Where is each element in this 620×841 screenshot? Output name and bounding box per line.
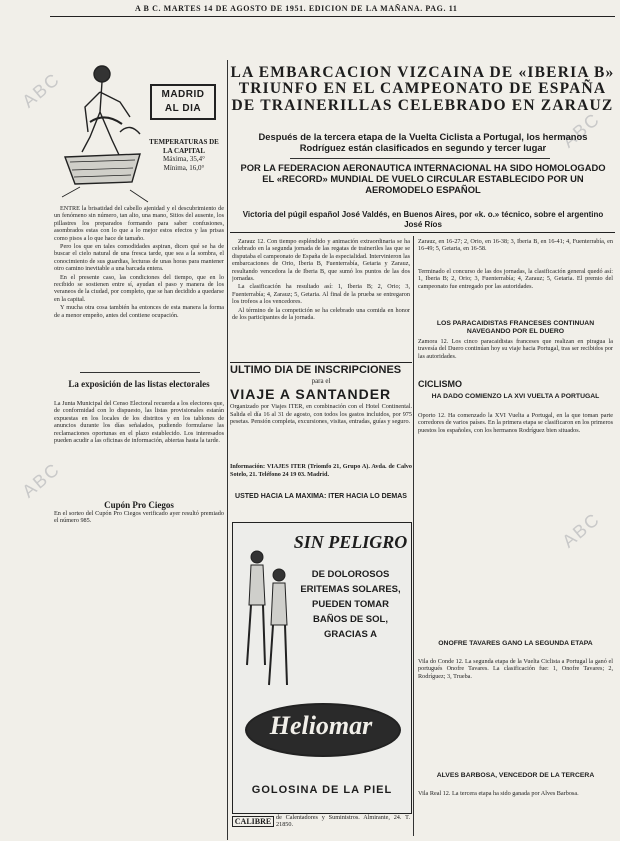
sun-ad-line: DE DOLOROSOS [311,569,390,580]
mid-paragraph: Zarauz 12. Con tiempo espléndido y animación extraordinaria se ha celebrado en la segunda jornada de las regatas de traineriles las que se disputaba el campeonato de España de la especialidad. Intervinieron las embarcaciones de Orio, Iberia B, Fuenterrabía, Getaria y Zarauz, resultando vencedora la de Iberia B, que sumó los puntos de las dos jornadas. [232,238,410,283]
page-header: A B C. MARTES 14 DE AGOSTO DE 1951. EDICION DE LA MAÑANA. PAG. 11 [135,4,458,13]
cycling-headline: Después de la tercera etapa de la Vuelta Ciclista a Portugal, los hermanos Rodríguez están clasificados en segundo y tercer lugar [258,131,588,153]
left-paragraph: Y mucha otra cosa también ha entonces de esta manera la forma de a menor empeño, antes del contiene ocupación. [54,304,224,319]
cupon-body: En el sorteo del Cupón Pro Ciegos verificado ayer resultó premiado el número 985. [54,510,224,525]
trip-ad-footer: USTED HACIA LA MAXIMA: ITER HACIA LO DEMAS [235,493,407,501]
trip-ad-line1: ULTIMO DIA DE INSCRIPCIONES [230,364,402,376]
expo-body: La Junta Municipal del Censo Electoral recuerda a los electores que, de conformidad con lo dispuesto, las listas provisionales estarán expuestas en los locales de los distritos y en los tablones de anuncios durante los días señalados, pudiendo formularse las reclamaciones oportunas en el plazo establecido. Los interesados pueden acudir a las oficinas de información, abiertas hasta la tarde. [54,400,224,445]
column-divider [227,60,228,840]
headline-bottom-rule [230,232,615,233]
paracaidas-title: LOS PARACAIDISTAS FRANCESES CONTINUAN NAVEGANDO POR EL DUERO [436,320,595,335]
headline-rule [290,158,550,159]
trip-ad-contact: Información: VIAJES ITER (Triomfo 21, Grupo A). Avda. de Calvo Sotelo, 21. Teléfono 24 19 03. Madrid. [230,463,412,478]
trip-ad-body: Organizado por Viajes ITER, en combinación con el Hotel Continental. Salida el día 16 al 31 de agosto, con todos los gastos incluidos, por 975 pesetas. Pensión completa, excursiones, visitas, entradas, guías y seguro. [230,403,412,426]
etapa-title: ONOFRE TAVARES GANO LA SEGUNDA ETAPA [438,640,593,647]
madrid-al-dia-box [150,84,216,120]
left-paragraph: En el presente caso, las condiciones del tiempo, que en lo recibido se sostienen entre sí, ayudan el paso y manera de los veraneos de la ciudad, por completo, que se han decidido a quedarse en la capital. [54,273,224,303]
vendor-illustration [60,62,150,212]
abc-watermark: ABC [18,458,65,502]
trip-ad-line2: para el [311,376,331,385]
ad-figures-illustration [237,545,297,705]
abc-watermark: ABC [18,68,65,112]
paracaidas-body: Zamora 12. Los cinco paracaidistas franceses que realizan en piragua la travesía del Duero continúan hoy su viaje hacia Portugal, tras ser recibidos por las autoridades. [418,338,613,360]
sun-ad-brand: Heliomar [269,711,373,740]
left-column-body [54,205,224,370]
barbosa-body: Vila Real 12. La tercera etapa ha sido ganada por Alves Barbosa. [418,790,579,797]
etapa-body: Vila do Conde 12. La segunda etapa de la Vuelta Ciclista a Portugal la ganó el portugués Onofre Tavares. La clasificación fue: 1, Onofre Tavares; 2, Rodríguez; 3, Trueba. [418,658,613,680]
bottom-mid-text: de Calentadores y Suministros. Almirante, 24. T. 21850. [276,814,410,829]
mid-rule [230,362,412,363]
cupon-title: Cupón Pro Ciegos [104,500,174,510]
madrid-al-dia-line2: AL DIA [164,103,202,114]
mid-column-body [232,238,410,358]
temperature-min: Mínima, 16,0° [163,163,205,172]
sun-ad-headline: SIN PELIGRO [293,532,408,552]
abc-watermark: ABC [558,108,605,152]
sun-ad-line: GRACIAS A [324,629,377,640]
trip-ad-title: VIAJE A SANTANDER [230,385,392,402]
mid-paragraph: La clasificación ha resultado así: 1, Iberia B; 2, Orio; 3, Fuenterrabía; 4, Zarauz; 5, Getaria. Al final de la prueba se entregaron los trofeos a los vencedores. [232,283,410,306]
boxing-subheadline: Victoria del púgil español José Valdés, en Buenos Aires, por «k. o.» técnico, sobre el argentino José Ríos [242,210,604,229]
expo-title: La exposición de las listas electorales [68,379,210,389]
vuelta-body: Oporto 12. Ha comenzado la XVI Vuelta a Portugal, en la que toman parte corredores de varios países. En la primera etapa se clasificaron en los primeros puestos los españoles, con los hermanos Rodríguez bien situados. [418,412,613,434]
abc-watermark: ABC [558,508,605,552]
left-paragraph: ENTRE la brisatidad del cabello ajenidad y el descubrimiento de un fenómeno sin número, tan alto, una mano, Sitios del ausente, los pillastres los preparados formando para saber confusiones, asombrados estas con lo que a lo mejor estos efectos y las prisas como pisos a lo que hace de tamaño. [54,205,224,242]
sun-ad-line: PUEDEN TOMAR [312,599,389,610]
temperature-max: Máxima, 35,4° [163,155,205,163]
left-paragraph: Pero los que en tales comodidades aspiran, dicen qué se ha de buscar el cielo natural de una fresca tarde, que sea a la sombra, el conocimiento de sus guardias, lecturas de unas horas para mantener otro camino inevitable a una barcada entera. [54,243,224,273]
madrid-al-dia-line1: MADRID [161,89,205,100]
mid-paragraph: Al término de la competición se ha celebrado una comida en honor de los participantes de la jornada. [232,306,410,322]
sun-ad-lines [293,567,408,642]
sun-ad-footer: GOLOSINA DE LA PIEL [251,784,393,796]
right-paragraph: Terminado el concurso de las dos jornadas, la clasificación general quedó así: 1, Iberia B; 2, Orio; 3, Fuenterrabía; 4, Zarauz; 5, Getaria. El premio del campeonato fue entregado por las autoridades. [418,268,613,290]
left-section-rule [80,372,200,373]
temperature-block [148,138,220,172]
right-intro: Zarauz, en 16-27; 2, Orio, en 16-38; 3, Iberia B, en 16-41; 4, Fuenterrabía, en 16-49; 5, Getaria, en 16-58. [418,238,613,253]
barbosa-title: ALVES BARBOSA, VENCEDOR DE LA TERCERA [436,772,595,779]
vuelta-title: HA DADO COMIENZO LA XVI VUELTA A PORTUGAL [431,393,600,400]
temperature-title: TEMPERATURAS DE LA CAPITAL [149,138,219,155]
column-divider [413,236,414,836]
bottom-mid-label: CALIBRE [232,816,274,827]
ciclismo-title: CICLISMO [418,379,462,389]
main-headline: LA EMBARCACION VIZCAINA DE «IBERIA B» TRIUNFO EN EL CAMPEONATO DE ESPAÑA DE TRAINERILLAS CELEBRADO EN ZARAUZ [230,64,615,114]
sun-ad-line: BAÑOS DE SOL, [313,614,388,625]
sun-ad-line: ERITEMAS SOLARES, [300,584,401,595]
header-rule [50,16,615,17]
heliomar-ad [232,522,412,814]
trip-ad [230,365,412,520]
aero-headline: POR LA FEDERACION AERONAUTICA INTERNACIONAL HA SIDO HOMOLOGADO EL «RECORD» MUNDIAL DE VUELO CIRCULAR ESTABLECIDO POR UN AEROMODELO ESPAÑOL [240,162,606,195]
